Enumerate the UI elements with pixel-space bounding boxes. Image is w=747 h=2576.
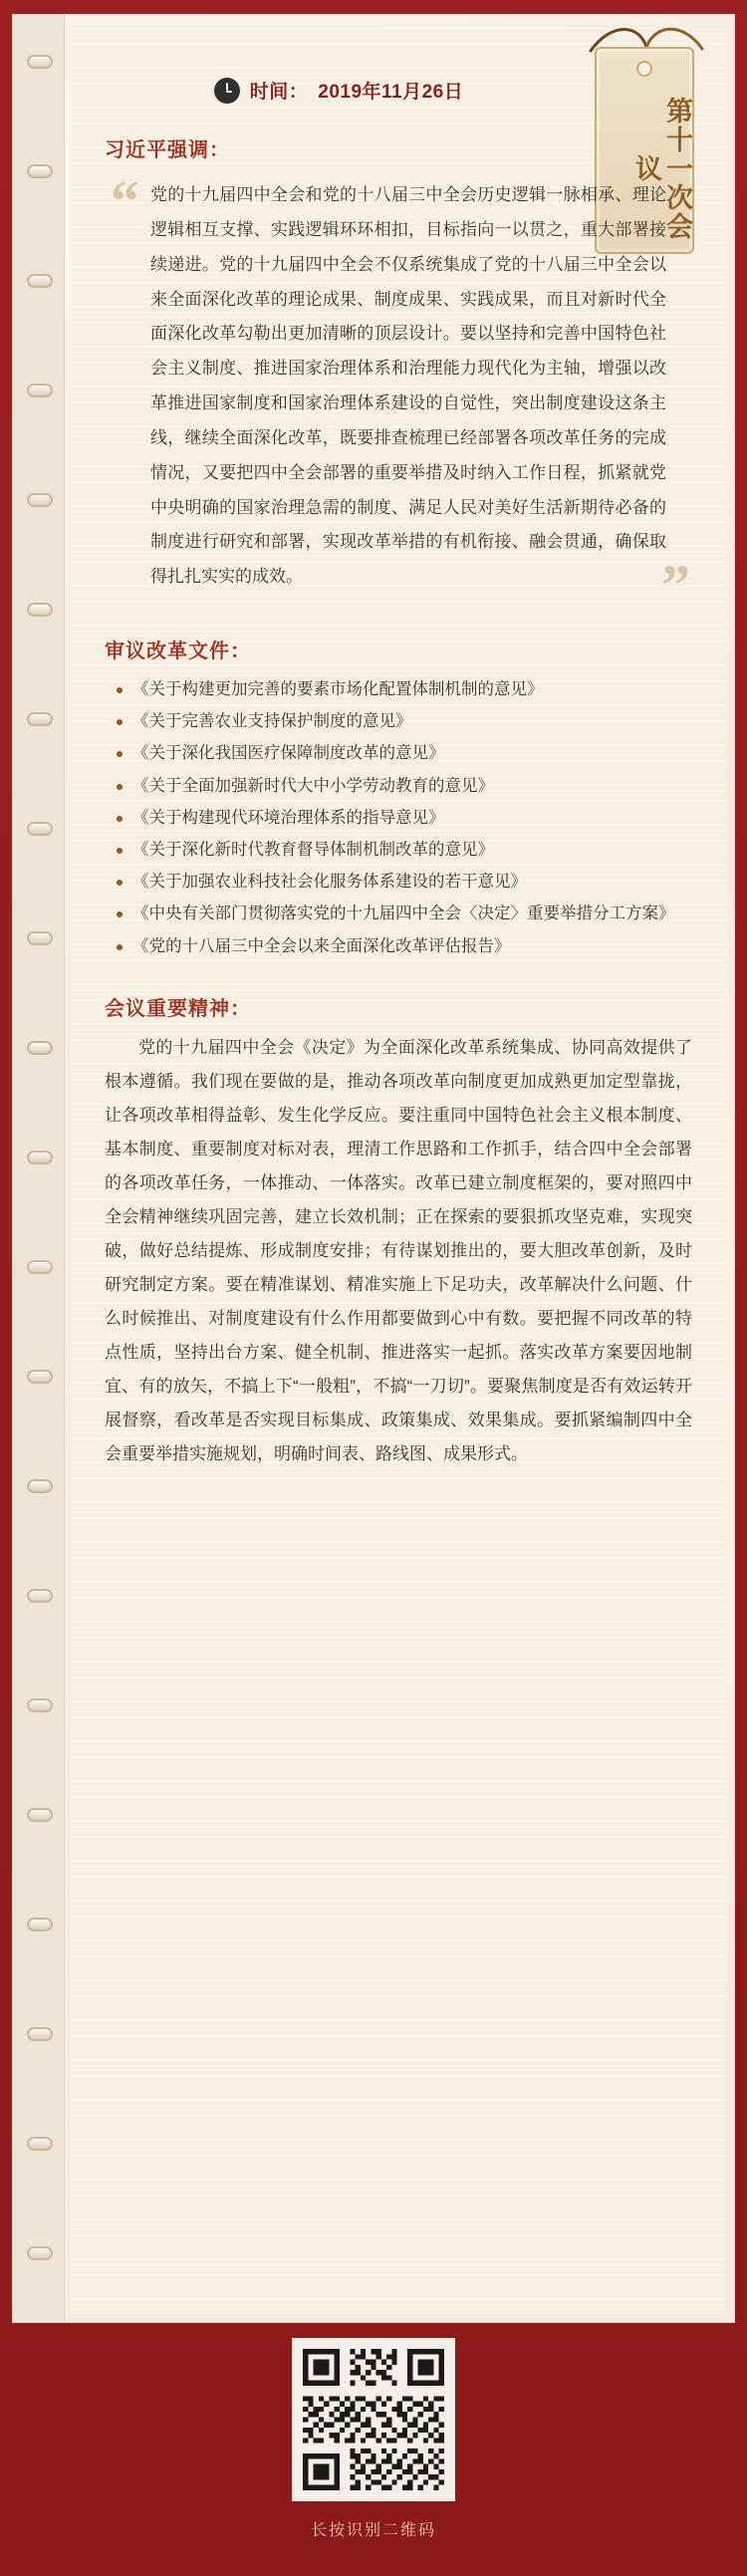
binder-ring <box>27 1041 53 1055</box>
date-label: 时间： <box>249 82 309 103</box>
binder-ring <box>27 822 53 836</box>
tag-hole <box>636 61 652 77</box>
binder-ring <box>27 2246 53 2260</box>
binder-ring <box>27 55 53 69</box>
list-item: 《中央有关部门贯彻落实党的十九届四中全会〈决定〉重要举措分工方案》 <box>113 898 692 929</box>
list-item: 《关于全面加强新时代大中小学劳动教育的意见》 <box>113 770 692 802</box>
list-item: 《关于深化新时代教育督导体制机制改革的意见》 <box>113 834 692 866</box>
binder-ring <box>27 2027 53 2041</box>
quote-section-title: 习近平强调： <box>105 139 230 161</box>
spirit-section-title: 会议重要精神： <box>105 997 251 1020</box>
content-sheet <box>71 25 726 2314</box>
quote-section <box>105 133 692 619</box>
open-quote-icon: “ <box>111 168 139 233</box>
date-value: 2019年11月26日 <box>318 82 464 103</box>
binder-ring <box>27 1151 53 1164</box>
qr-footer <box>0 2338 747 2540</box>
binder-ring <box>27 1918 53 1932</box>
binder-ring <box>27 164 53 178</box>
paper-card <box>12 14 735 2323</box>
tag-label: 第十一次会议 <box>630 96 692 241</box>
documents-list <box>113 673 692 962</box>
list-item: 《关于加强农业科技社会化服务体系建设的若干意见》 <box>113 866 692 898</box>
documents-section <box>105 635 692 962</box>
binder-ring <box>27 931 53 945</box>
binder-ring <box>27 1589 53 1603</box>
binder-ring <box>27 493 53 507</box>
qr-code[interactable] <box>292 2338 455 2501</box>
list-item: 《党的十八届三中全会以来全面深化改革评估报告》 <box>113 930 692 962</box>
binder-ring <box>27 1808 53 1822</box>
binder-ring <box>27 1698 53 1712</box>
qr-caption: 长按识别二维码 <box>310 2522 436 2539</box>
list-item: 《关于深化我国医疗保障制度改革的意见》 <box>113 737 692 769</box>
binder-ring <box>27 1479 53 1493</box>
list-item: 《关于完善农业支持保护制度的意见》 <box>113 705 692 737</box>
binder-ring <box>27 384 53 397</box>
binder-ring <box>27 274 53 288</box>
spirit-section <box>105 992 692 1471</box>
binder-ring <box>27 2137 53 2151</box>
documents-section-title: 审议改革文件： <box>105 641 251 663</box>
close-quote-icon: ” <box>661 553 690 619</box>
list-item: 《关于构建现代环境治理体系的指导意见》 <box>113 802 692 834</box>
list-item: 《关于构建更加完善的要素市场化配置体制机制的意见》 <box>113 673 692 705</box>
binder-ring <box>27 712 53 726</box>
quote-text: 党的十九届四中全会和党的十八届三中全会历史逻辑一脉相承、理论逻辑相互支撑、实践逻辑环环相扣，目标指向一以贯之，重大部署接续递进。党的十九届四中全会不仅系统集成了党的十八届三中全会以来全面深化改革的理论成果、制度成果、实践成果，而且对新时代全面深化改革勾勒出更加清晰的顶层设计。要以坚持和完善中国特色社会主义制度、推进国家治理体系和治理能力现代化为主轴，增强以改革推进国家制度和国家治理体系建设的自觉性，突出制度建设这条主线，继续全面深化改革，既要排查梳理已经部署各项改革任务的完成情况，又要把四中全会部署的重要举措及时纳入工作日程，抓紧就党中央明确的国家治理急需的制度、满足人民对美好生活新期待必备的制度进行研究和部署，实现改革举措的有机衔接、融会贯通，确保取得扎扎实实的成效。 <box>150 185 666 587</box>
binder-ring <box>27 603 53 617</box>
spirit-paragraph: 党的十九届四中全会《决定》为全面深化改革系统集成、协同高效提供了根本遵循。我们现在要做的是，推动各项改革向制度更加成熟更加定型靠拢，让各项改革相得益彰、发生化学反应。要注重同中国特色社会主义根本制度、基本制度、重要制度对标对表，理清工作思路和工作抓手，结合四中全会部署的各项改革任务，一体推动、一体落实。改革已建立制度框架的，要对照四中全会精神继续巩固完善，建立长效机制；正在探索的要狠抓攻坚克难，实现突破，做好总结提炼、形成制度安排；有待谋划推出的，要大胆改革创新，及时研究制定方案。要在精准谋划、精准实施上下足功夫，改革解决什么问题、什么时候推出、对制度建设有什么作用都要做到心中有数。要把握不同改革的特点性质，坚持出台方案、健全机制、推进落实一起抓。落实改革方案要因地制宜、有的放矢，不搞上下“一般粗”，不搞“一刀切”。要聚焦制度是否有效运转开展督察，看改革是否实现目标集成、政策集成、效果集成。要抓紧编制四中全会重要举措实施规划，明确时间表、路线图、成果形式。 <box>105 1037 692 1463</box>
binder-ring <box>27 1370 53 1384</box>
spiral-binder <box>13 15 65 2322</box>
clock-icon <box>214 78 240 104</box>
binder-ring <box>27 1260 53 1274</box>
